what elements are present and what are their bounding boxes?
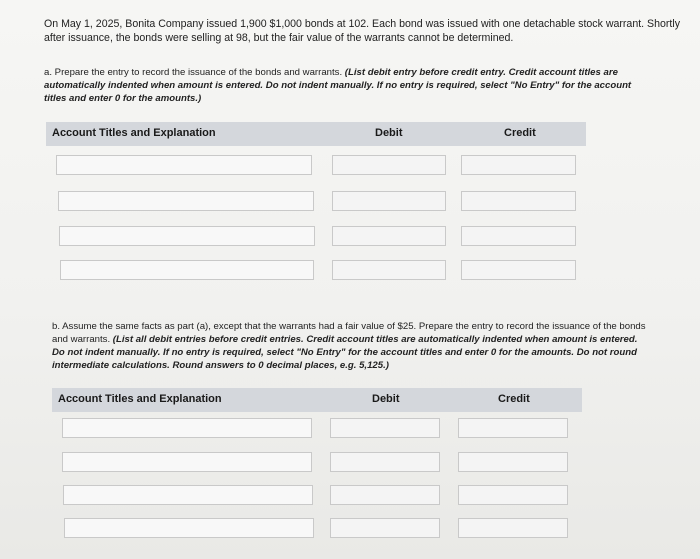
- debit-amount-input[interactable]: [330, 418, 440, 438]
- header-credit: Credit: [504, 127, 536, 139]
- account-title-input[interactable]: [56, 155, 312, 175]
- credit-amount-input[interactable]: [458, 418, 568, 438]
- account-title-input[interactable]: [64, 518, 314, 538]
- part-b-lead: b. Assume the same facts as part (a), except that the warrants had a fair value of $25. Prepare the entry to record the issuance of the bonds and warrants.: [52, 321, 646, 345]
- header-debit: Debit: [375, 127, 403, 139]
- part-a-lead: a. Prepare the entry to record the issuance of the bonds and warrants.: [44, 67, 343, 78]
- problem-intro: On May 1, 2025, Bonita Company issued 1,900 $1,000 bonds at 102. Each bond was issued with one detachable stock warrant. Shortly after issuance, the bonds were selling at 98, but the fair value of the warrants cannot be determined.: [44, 18, 681, 44]
- account-title-input[interactable]: [62, 418, 312, 438]
- credit-amount-input[interactable]: [458, 452, 568, 472]
- credit-amount-input[interactable]: [458, 518, 568, 538]
- debit-amount-input[interactable]: [330, 518, 440, 538]
- debit-amount-input[interactable]: [332, 226, 446, 246]
- credit-amount-input[interactable]: [461, 155, 576, 175]
- credit-amount-input[interactable]: [461, 226, 576, 246]
- credit-amount-input[interactable]: [461, 191, 576, 211]
- account-title-input[interactable]: [58, 191, 314, 211]
- credit-amount-input[interactable]: [458, 485, 568, 505]
- part-a-journal-table: [46, 122, 586, 292]
- account-title-input[interactable]: [63, 485, 313, 505]
- debit-amount-input[interactable]: [332, 191, 446, 211]
- debit-amount-input[interactable]: [332, 155, 446, 175]
- header-account-titles: Account Titles and Explanation: [52, 127, 216, 139]
- header-debit: Debit: [372, 393, 400, 405]
- part-b-instructions: [52, 320, 652, 372]
- debit-amount-input[interactable]: [330, 452, 440, 472]
- credit-amount-input[interactable]: [461, 260, 576, 280]
- debit-amount-input[interactable]: [330, 485, 440, 505]
- account-title-input[interactable]: [62, 452, 312, 472]
- account-title-input[interactable]: [60, 260, 314, 280]
- header-credit: Credit: [498, 393, 530, 405]
- part-b-note: (List all debit entries before credit entries. Credit account titles are automatically indented when amount is entered. Do not indent manually. If no entry is required, select "No Entry" for the account titles and enter 0 for the amounts. Do not round intermediate calculations. Round answers to 0 decimal places, e.g. 5,125.): [52, 334, 638, 371]
- header-account-titles: Account Titles and Explanation: [58, 393, 222, 405]
- debit-amount-input[interactable]: [332, 260, 446, 280]
- part-a-table-header: [46, 122, 586, 146]
- part-a-note: (List debit entry before credit entry. Credit account titles are automatically indented when amount is entered. Do not indent manually. If no entry is required, select "No Entry" for the account titles and enter 0 for the amounts.): [44, 67, 632, 104]
- account-title-input[interactable]: [59, 226, 315, 246]
- part-b-table-header: [52, 388, 582, 412]
- part-b-journal-table: [52, 388, 582, 553]
- part-a-instructions: [44, 66, 654, 105]
